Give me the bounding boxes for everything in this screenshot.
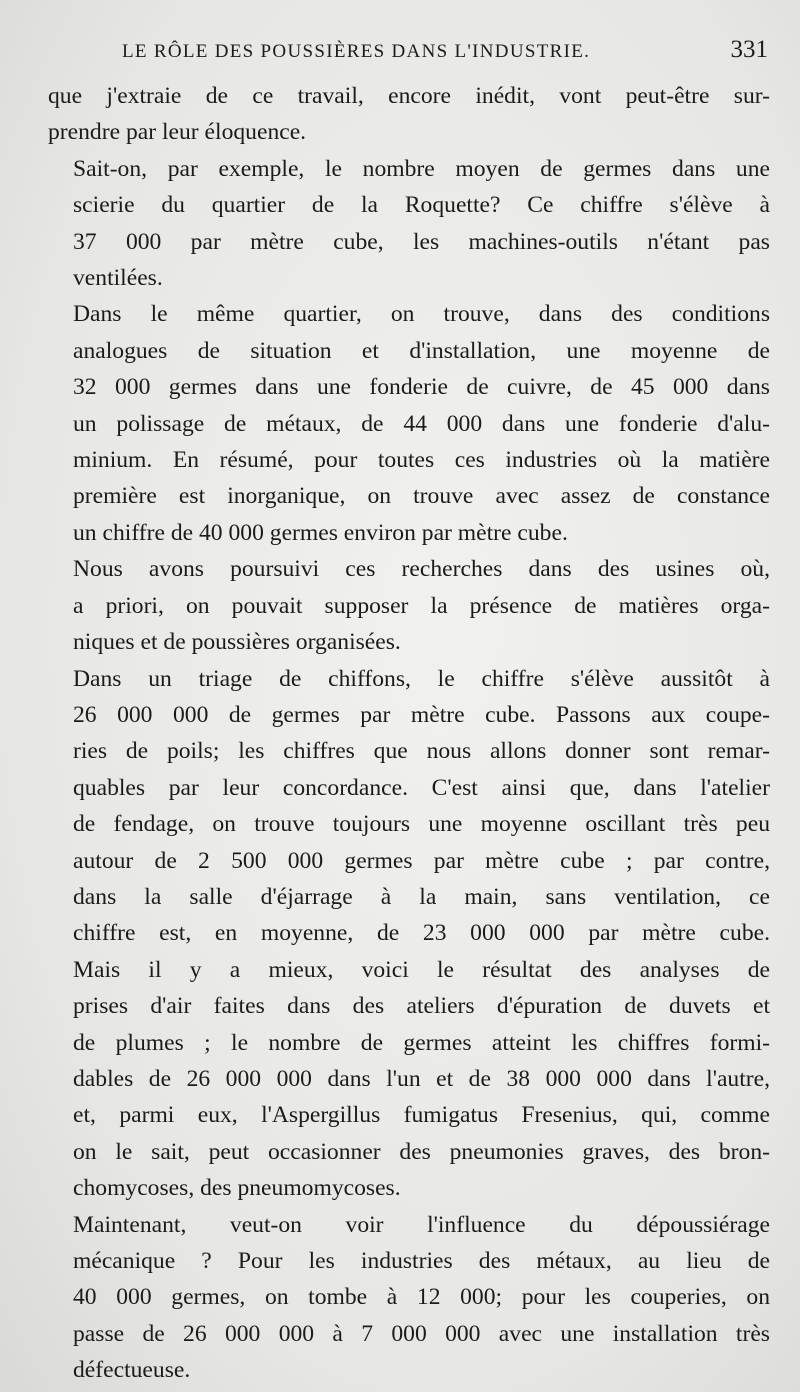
text-line: première est inorganique, on trouve avec assez de constance bbox=[73, 483, 770, 510]
text-line: minium. En résumé, pour toutes ces industries où la matière bbox=[73, 447, 770, 474]
text-line: que j'extraie de ce travail, encore inédit, vont peut-être sur- bbox=[48, 83, 770, 109]
text-line: 32 000 germes dans une fonderie de cuivre, de 45 000 dans bbox=[73, 374, 770, 401]
text-line: Dans un triage de chiffons, le chiffre s'élève aussitôt à bbox=[73, 665, 770, 692]
text-line: et, parmi eux, l'Aspergillus fumigatus Fresenius, qui, comme bbox=[73, 1102, 770, 1129]
text-line: passe de 26 000 000 à 7 000 000 avec une installation très bbox=[73, 1320, 770, 1347]
text-line: Sait-on, par exemple, le nombre moyen de germes dans une bbox=[73, 155, 770, 182]
text-line: chiffre est, en moyenne, de 23 000 000 par mètre cube. bbox=[73, 920, 770, 947]
text-line: prendre par leur éloquence. bbox=[48, 119, 307, 146]
text-line: Mais il y a mieux, voici le résultat des analyses de bbox=[73, 956, 770, 983]
text-line: un chiffre de 40 000 germes environ par mètre cube. bbox=[73, 519, 568, 546]
running-title: LE RÔLE DES POUSSIÈRES DANS L'INDUSTRIE. bbox=[122, 41, 591, 62]
page-number: 331 bbox=[730, 36, 768, 63]
text-line: autour de 2 500 000 germes par mètre cube ; par contre, bbox=[73, 847, 770, 874]
paragraph bbox=[48, 551, 770, 660]
text-line: on le sait, peut occasionner des pneumonies graves, des bron- bbox=[73, 1138, 770, 1165]
text-line: scierie du quartier de la Roquette? Ce chiffre s'élève à bbox=[73, 192, 770, 219]
text-line: dables de 26 000 000 dans l'un et de 38 000 000 dans l'autre, bbox=[73, 1065, 770, 1092]
text-line: ries de poils; les chiffres que nous allons donner sont remar- bbox=[73, 738, 770, 765]
text-line: a priori, on pouvait supposer la présence de matières orga- bbox=[73, 592, 770, 619]
paragraph bbox=[48, 78, 770, 151]
text-line: dans la salle d'éjarrage à la main, sans ventilation, ce bbox=[73, 883, 770, 910]
text-line: de plumes ; le nombre de germes atteint les chiffres formi- bbox=[73, 1029, 770, 1056]
paragraph bbox=[48, 1207, 770, 1389]
paragraph bbox=[48, 296, 770, 551]
text-line: 40 000 germes, on tombe à 12 000; pour les couperies, on bbox=[73, 1284, 770, 1311]
text-line: Dans le même quartier, on trouve, dans des conditions bbox=[73, 301, 770, 328]
body-text bbox=[48, 78, 770, 1389]
text-line: niques et de poussières organisées. bbox=[73, 629, 401, 656]
text-line: 37 000 par mètre cube, les machines-outils n'étant pas bbox=[73, 228, 770, 255]
text-line: prises d'air faites dans des ateliers d'épuration de duvets et bbox=[73, 993, 770, 1020]
text-line: de fendage, on trouve toujours une moyenne oscillant très peu bbox=[73, 811, 770, 838]
page-header bbox=[60, 36, 768, 70]
text-line: 26 000 000 de germes par mètre cube. Passons aux coupe- bbox=[73, 701, 770, 728]
text-line: ventilées. bbox=[73, 265, 163, 292]
text-line: Nous avons poursuivi ces recherches dans des usines où, bbox=[73, 556, 770, 583]
text-line: mécanique ? Pour les industries des métaux, au lieu de bbox=[73, 1248, 770, 1274]
text-line: un polissage de métaux, de 44 000 dans une fonderie d'alu- bbox=[73, 410, 770, 437]
paragraph bbox=[48, 661, 770, 1207]
text-line: défectueuse. bbox=[73, 1357, 191, 1384]
text-line: analogues de situation et d'installation, une moyenne de bbox=[73, 337, 770, 364]
text-line: quables par leur concordance. C'est ainsi que, dans l'atelier bbox=[73, 774, 770, 801]
text-line: chomycoses, des pneumomycoses. bbox=[73, 1175, 401, 1202]
paragraph bbox=[48, 151, 770, 297]
text-line: Maintenant, veut-on voir l'influence du dépoussiérage bbox=[73, 1211, 770, 1238]
